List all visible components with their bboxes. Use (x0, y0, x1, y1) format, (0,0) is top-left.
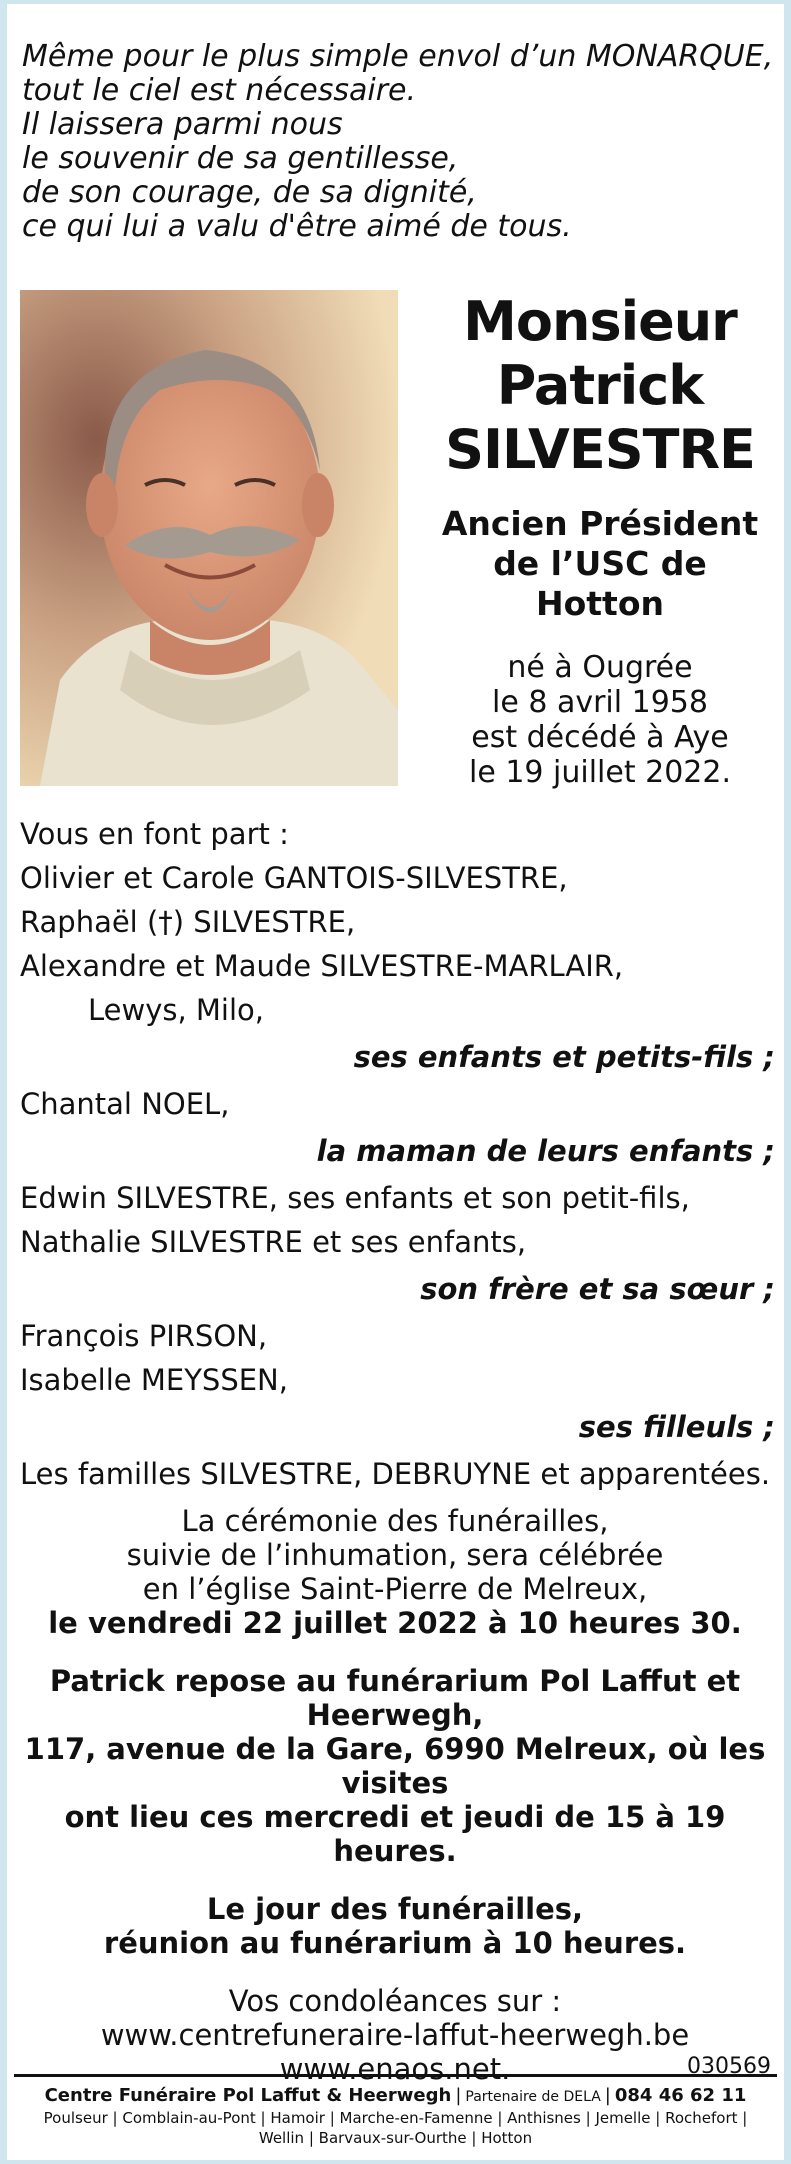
partner-text: Partenaire de DELA (465, 2089, 601, 2105)
date-line: est décédé à Aye (471, 720, 729, 755)
reference-number: 030569 (687, 2054, 771, 2079)
poem-line: ce qui lui a valu d'être aimé de tous. (22, 209, 572, 244)
role-line: de l’USC de Hotton (493, 544, 707, 623)
condolences-link[interactable]: www.enaos.net. (279, 2052, 511, 2086)
role-line: Ancien Président (441, 504, 759, 543)
family-line: François PIRSON, (20, 1319, 268, 1353)
funerarium-line: 117, avenue de la Gare, 6990 Melreux, où les visites (24, 1732, 766, 1800)
condolences-label: Vos condoléances sur : (228, 1984, 562, 2018)
relation-label: son frère et sa sœur ; (420, 1272, 775, 1306)
poem-line: de son courage, de sa dignité, (22, 175, 477, 210)
condolences-link[interactable]: www.centrefuneraire-laffut-heerwegh.be (100, 2018, 690, 2052)
funerarium-line: Patrick repose au funérarium Pol Laffut et Heerwegh, (49, 1664, 741, 1732)
intro-text: Vous en font part : (20, 817, 289, 851)
poem-line: le souvenir de sa gentillesse, (22, 141, 459, 176)
funerarium-line: ont lieu ces mercredi et jeudi de 15 à 19 heures. (64, 1800, 726, 1868)
birth-death-dates (430, 650, 770, 790)
last-name: SILVESTRE (445, 418, 755, 481)
family-line: Nathalie SILVESTRE et ses enfants, (20, 1225, 527, 1259)
ceremony-date: le vendredi 22 juillet 2022 à 10 heures 30. (48, 1606, 742, 1640)
meeting-line: réunion au funérarium à 10 heures. (103, 1926, 687, 1960)
family-line: Chantal NOEL, (20, 1087, 230, 1121)
poem (22, 39, 774, 244)
poem-line: Il laissera parmi nous (22, 107, 343, 142)
footer-locations: Wellin | Barvaux-sur-Ourthe | Hotton (258, 2129, 533, 2147)
phone-number: 084 46 62 11 (614, 2085, 747, 2106)
family-line: Isabelle MEYSSEN, (20, 1363, 288, 1397)
first-name: Patrick (496, 354, 704, 417)
honorific: Monsieur (463, 290, 737, 353)
family-announcement (20, 812, 775, 1496)
poem-line: tout le ciel est nécessaire. (22, 73, 417, 108)
family-line: Alexandre et Maude SILVESTRE-MARLAIR, (20, 949, 624, 983)
date-line: né à Ougrée (507, 650, 693, 685)
meeting-line: Le jour des funérailles, (206, 1892, 584, 1926)
footer-locations: Poulseur | Comblain-au-Pont | Hamoir | Marche-en-Famenne | Anthisnes | Jemelle | Rochefort | (43, 2109, 748, 2127)
ceremony-line: en l’église Saint-Pierre de Melreux, (142, 1572, 648, 1606)
ceremony-line: La cérémonie des funérailles, (181, 1504, 609, 1538)
date-line: le 8 avril 1958 (492, 685, 708, 720)
relation-label: ses enfants et petits-fils ; (353, 1040, 775, 1074)
ceremony-line: suivie de l’inhumation, sera célébrée (126, 1538, 664, 1572)
family-line: Lewys, Milo, (88, 993, 265, 1027)
portrait-photo (20, 290, 398, 786)
funeral-home-footer (14, 2074, 777, 2160)
footer-main-line: Centre Funéraire Pol Laffut & Heerwegh | Partenaire de DELA | 084 46 62 11 (44, 2085, 747, 2106)
company-name: Centre Funéraire Pol Laffut & Heerwegh (44, 2085, 452, 2106)
date-line: le 19 juillet 2022. (468, 755, 732, 790)
role (430, 504, 770, 624)
ceremony-info (20, 1504, 770, 2086)
poem-line: Même pour le plus simple envol d’un MONARQUE, (22, 39, 774, 74)
relation-label: ses filleuls ; (578, 1410, 775, 1444)
family-line: Raphaël (†) SILVESTRE, (20, 905, 356, 939)
family-line: Edwin SILVESTRE, ses enfants et son petit-fils, (20, 1181, 690, 1215)
family-line: Les familles SILVESTRE, DEBRUYNE et apparentées. (20, 1457, 771, 1491)
family-line: Olivier et Carole GANTOIS-SILVESTRE, (20, 861, 568, 895)
relation-label: la maman de leurs enfants ; (316, 1134, 775, 1168)
deceased-name-block (430, 290, 770, 790)
